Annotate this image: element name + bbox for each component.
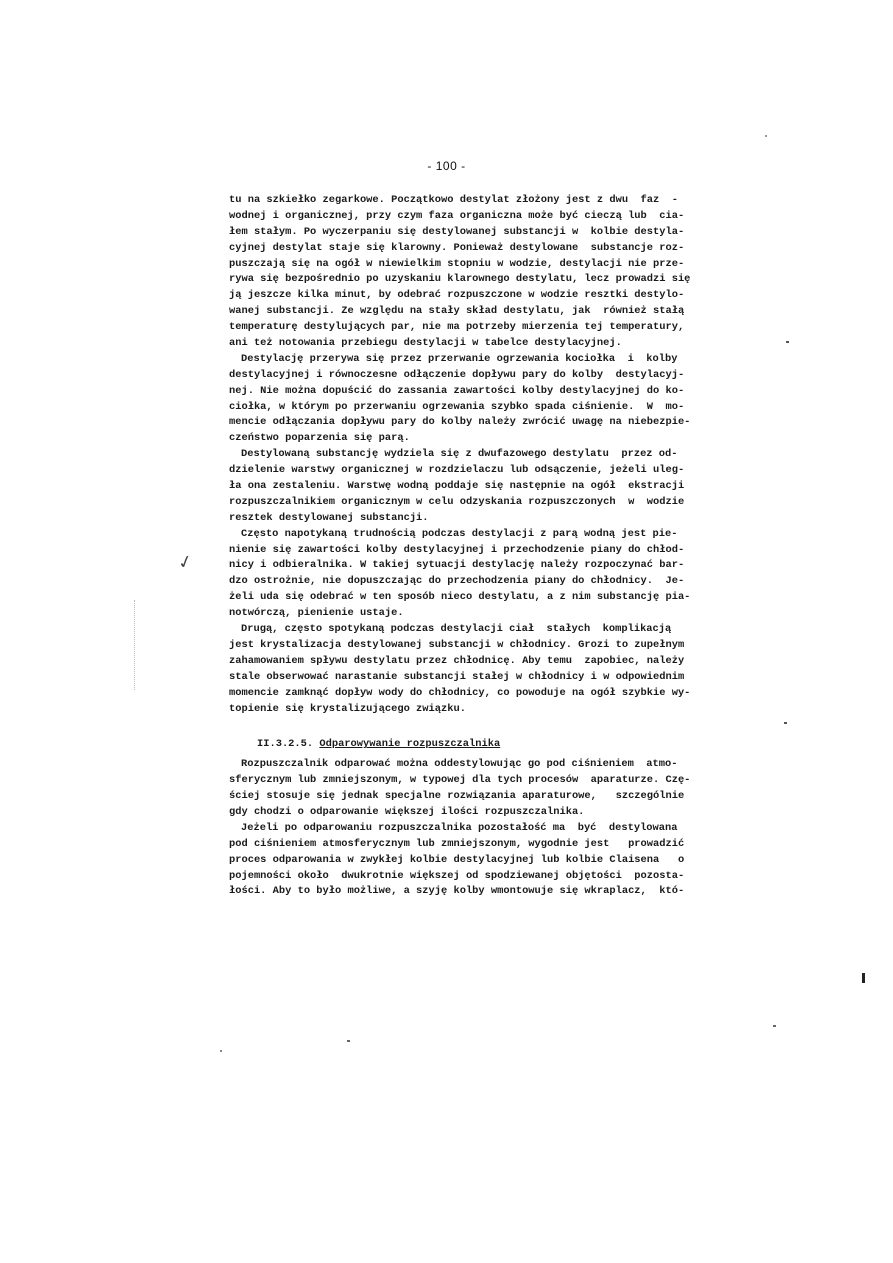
scan-artifact [347,1040,350,1042]
text-line: rozpuszczalnikiem organicznym w celu odzyskania rozpuszczonych w wodzie [229,495,685,508]
text-line: puszczają się na ogół w niewielkim stopniu w wodzie, destylacji nie prze- [229,257,685,270]
section-number: II.3.2.5. [257,738,314,751]
text-line: pojemności około dwukrotnie większej od spodziewanej objętości pozosta- [229,869,685,882]
paragraph [229,757,769,821]
scan-artifact [773,1025,776,1027]
text-line: łem stałym. Po wyczerpaniu się destylowanej substancji w kolbie destyla- [229,225,685,238]
text-line: wanej substancji. Ze względu na stały skład destylatu, jak również stałą [229,305,685,318]
scan-artifact [134,600,136,690]
text-line: Często napotykaną trudnością podczas destylacji z parą wodną jest pie- [241,527,678,540]
text-line: cyjnej destylat staje się klarowny. Ponieważ destylowane substancje roz- [229,241,685,254]
paragraph [229,447,769,526]
text-line: Drugą, często spotykaną podczas destylacji ciał stałych komplikacją [241,623,672,636]
text-line: gdy chodzi o odparowanie większej ilości rozpuszczalnika. [229,805,585,818]
text-line: ściej stosuje się jednak specjalne rozwiązania aparaturowe, szczególnie [229,790,685,803]
paragraph [229,352,769,447]
text-line: ani też notowania przebiegu destylacji w tabelce destylacyjnej. [229,337,622,350]
text-line: Destylację przerywa się przez przerwanie ogrzewania kociołka i kolby [241,352,678,365]
scan-artifact [765,135,767,137]
text-line: destylacyjnej i równoczesne odłączenie dopływu pary do kolby destylacyj- [229,368,685,381]
text-line: czeństwo poparzenia się parą. [229,432,410,445]
text-line: łości. Aby to było możliwe, a szyję kolby wmontowuje się wkraplacz, któ- [229,885,685,898]
paragraph [229,622,769,717]
section-title: Odparowywanie rozpuszczalnika [319,738,501,751]
text-line: żeli uda się odebrać w ten sposób nieco destylatu, a z nim substancję pia- [229,591,691,604]
paragraph [229,527,769,622]
text-line: nej. Nie można dopuścić do zassania zawartości kolby destylacyjnej do ko- [229,384,685,397]
text-line: stale obserwować narastanie substancji stałej w chłodnicy i w odpowiednim [229,670,685,683]
text-line: tu na szkiełko zegarkowe. Początkowo destylat złożony jest z dwu faz - [229,194,678,206]
text-line: pod ciśnieniem atmosferycznym lub zmniejszonym, wygodnie jest prowadzić [229,837,685,850]
text-line: ciołka, w którym po przerwaniu ogrzewania szybko spada ciśnienie. W mo- [229,400,685,413]
text-line: zahamowaniem spływu destylatu przez chłodnicę. Aby temu zapobiec, należy [229,654,685,667]
text-line: momencie zamknąć dopływ wody do chłodnicy, co powoduje na ogół szybkie wy- [229,686,691,699]
text-line: topienie się krystalizującego związku. [229,702,466,715]
text-line: Rozpuszczalnik odparować można oddestylowując go pod ciśnieniem atmo- [241,758,678,771]
text-line: Jeżeli po odparowaniu rozpuszczalnika pozostałość ma być destylowana [241,821,678,834]
scan-artifact [786,341,789,343]
section-heading [229,737,769,753]
scan-artifact [220,1050,222,1052]
text-line: nienie się zawartości kolby destylacyjnej i przechodzenie piany do chłod- [229,543,685,556]
text-line: ją jeszcze kilka minut, by odebrać rozpuszczone w wodzie resztki destylo- [229,289,685,302]
page-number: - 100 - [427,159,466,173]
text-line: proces odparowania w zwykłej kolbie destylacyjnej lub kolbie Claisena o [229,853,685,866]
margin-scribble-icon: ✓ [175,550,196,575]
paragraph [229,193,769,352]
text-line: jest krystalizacja destylowanej substancji w chłodnicy. Grozi to zupełnym [229,638,685,651]
document-body [229,193,769,900]
scan-artifact [862,973,865,983]
scan-artifact [784,722,787,724]
text-line: dzielenie warstwy organicznej w rozdzielaczu lub odsączenie, jeżeli uleg- [229,464,685,477]
text-line: ła ona zestaleniu. Warstwę wodną poddaje się następnie na ogół ekstracji [229,480,685,493]
text-line: rywa się bezpośrednio po uzyskaniu klarownego destylatu, lecz prowadzi się [229,273,691,286]
text-line: wodnej i organicznej, przy czym faza organiczna może być cieczą lub cia- [229,209,685,222]
text-line: resztek destylowanej substancji. [229,511,429,524]
text-line: Destylowaną substancję wydziela się z dwufazowego destylatu przez od- [241,448,678,461]
text-line: mencie odłączania dopływu pary do kolby należy zwrócić uwagę na niebezpie- [229,416,691,429]
text-line: notwórczą, pienienie ustaje. [229,607,404,620]
text-line: temperaturę destylujących par, nie ma potrzeby mierzenia tej temperatury, [229,321,685,334]
text-line: sferycznym lub zmniejszonym, w typowej dla tych procesów aparaturze. Czę- [229,774,691,787]
text-line: nicy i odbieralnika. W takiej sytuacji destylację należy rozpoczynać bar- [229,559,685,572]
text-line: dzo ostrożnie, nie dopuszczając do przechodzenia piany do chłodnicy. Je- [229,575,685,588]
paragraph [229,821,769,900]
